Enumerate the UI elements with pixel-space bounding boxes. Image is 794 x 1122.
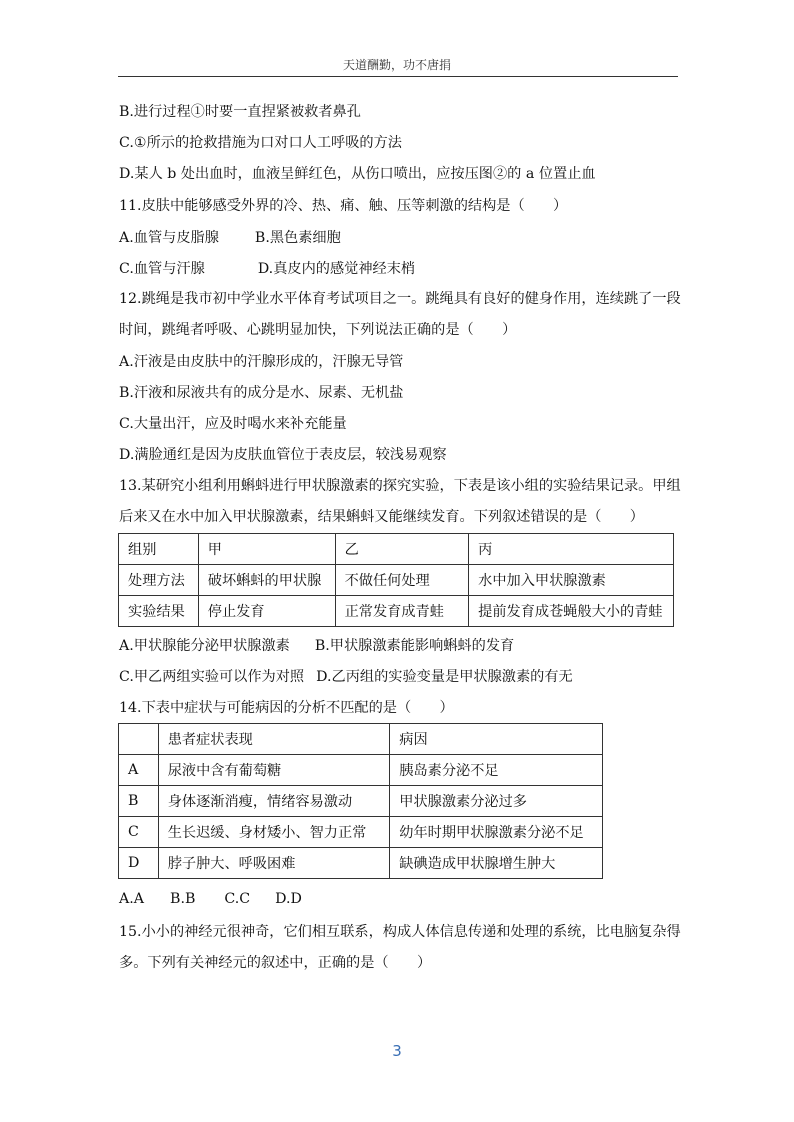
table-cell: 生长迟缓、身材矮小、智力正常 — [158, 817, 390, 848]
table-cell: 提前发育成苍蝇般大小的青蛙 — [469, 596, 674, 627]
q12-stem-line2: 时间，跳绳者呼吸、心跳明显加快，下列说法正确的是（ ） — [119, 322, 517, 338]
q13-options-row1 — [119, 636, 514, 656]
header-divider — [118, 76, 678, 77]
table-cell — [119, 724, 159, 755]
q11-options-row1 — [119, 228, 341, 248]
table-cell: 尿液中含有葡萄糖 — [158, 755, 390, 786]
q12-option-b: B.汗液和尿液共有的成分是水、尿素、无机盐 — [119, 385, 404, 401]
q11-option-c: C.血管与汗腺 — [119, 261, 205, 277]
q12-stem-line1: 12.跳绳是我市初中学业水平体育考试项目之一。跳绳具有良好的健身作用，连续跳了一段 — [119, 291, 681, 307]
q11-stem: 11.皮肤中能够感受外界的冷、热、痛、触、压等刺激的结构是（ ） — [119, 198, 568, 214]
table-cell: 丙 — [469, 534, 674, 565]
q12-option-a: A.汗液是由皮肤中的汗腺形成的，汗腺无导管 — [119, 354, 404, 370]
table-cell: 正常发育成青蛙 — [335, 596, 469, 627]
table-row — [119, 596, 674, 627]
table-row — [119, 755, 603, 786]
q11-option-d: D.真皮内的感觉神经末梢 — [257, 261, 416, 277]
table-cell: D — [119, 848, 159, 879]
table-cell: 缺碘造成甲状腺增生肿大 — [390, 848, 603, 879]
q13-option-b: B.甲状腺激素能影响蝌蚪的发育 — [314, 638, 515, 654]
q14-options-row — [119, 889, 302, 909]
q10-option-d: D.某人 b 处出血时，血液呈鲜红色，从伤口喷出，应按压图②的 a 位置止血 — [119, 166, 596, 182]
q15-stem-line2: 多。下列有关神经元的叙述中，正确的是（ ） — [119, 955, 432, 971]
q14-option-b: B.B — [170, 891, 196, 907]
table-row — [119, 786, 603, 817]
table-cell: C — [119, 817, 159, 848]
table-cell: 乙 — [335, 534, 469, 565]
q14-option-c: C.C — [224, 891, 251, 907]
q14-option-a: A.A — [119, 891, 145, 907]
table-header-row — [119, 534, 674, 565]
q13-experiment-table — [118, 533, 674, 627]
q11-option-b: B.黑色素细胞 — [254, 230, 341, 246]
table-row — [119, 565, 674, 596]
q13-option-d: D.乙丙组的实验变量是甲状腺激素的有无 — [316, 669, 573, 685]
table-cell: 实验结果 — [119, 596, 199, 627]
q13-options-row2 — [119, 667, 573, 687]
q10-option-c: C.①所示的抢救措施为口对口人工呼吸的方法 — [119, 135, 402, 151]
q10-option-b: B.进行过程①时要一直捏紧被救者鼻孔 — [119, 104, 361, 120]
q12-option-d: D.满脸通红是因为皮肤血管位于表皮层，较浅易观察 — [119, 447, 447, 463]
table-cell: 脖子肿大、呼吸困难 — [158, 848, 390, 879]
table-row — [119, 848, 603, 879]
q13-stem-line2: 后来又在水中加入甲状腺激素，结果蝌蚪又能继续发育。下列叙述错误的是（ ） — [119, 509, 644, 525]
table-cell: 不做任何处理 — [335, 565, 469, 596]
table-cell: 胰岛素分泌不足 — [390, 755, 603, 786]
q13-stem-line1: 13.某研究小组利用蝌蚪进行甲状腺激素的探究实验，下表是该小组的实验结果记录。甲组 — [119, 478, 681, 494]
table-cell: 停止发育 — [198, 596, 335, 627]
table-cell: B — [119, 786, 159, 817]
table-cell: 破坏蝌蚪的甲状腺 — [198, 565, 335, 596]
q13-option-c: C.甲乙两组实验可以作为对照 — [119, 669, 305, 685]
table-cell: 患者症状表现 — [158, 724, 390, 755]
q11-option-a: A.血管与皮脂腺 — [119, 230, 219, 246]
table-cell: 处理方法 — [119, 565, 199, 596]
table-cell: 身体逐渐消瘦，情绪容易激动 — [158, 786, 390, 817]
q14-stem: 14.下表中症状与可能病因的分析不匹配的是（ ） — [119, 700, 454, 716]
q14-option-d: D.D — [275, 891, 302, 907]
table-cell: 甲 — [198, 534, 335, 565]
table-cell: 组别 — [119, 534, 199, 565]
q12-option-c: C.大量出汗，应及时喝水来补充能量 — [119, 416, 347, 432]
page-number: 3 — [392, 1042, 402, 1060]
table-row — [119, 817, 603, 848]
table-cell: 病因 — [390, 724, 603, 755]
table-cell: 水中加入甲状腺激素 — [469, 565, 674, 596]
table-cell: 幼年时期甲状腺激素分泌不足 — [390, 817, 603, 848]
q15-stem-line1: 15.小小的神经元很神奇，它们相互联系，构成人体信息传递和处理的系统，比电脑复杂得 — [119, 924, 681, 940]
table-cell: 甲状腺激素分泌过多 — [390, 786, 603, 817]
page-header-motto: 天道酬勤，功不唐捐 — [342, 58, 451, 72]
table-cell: A — [119, 755, 159, 786]
q13-option-a: A.甲状腺能分泌甲状腺激素 — [119, 638, 290, 654]
table-header-row — [119, 724, 603, 755]
q14-symptom-table — [118, 723, 603, 879]
q11-options-row2 — [119, 259, 415, 279]
